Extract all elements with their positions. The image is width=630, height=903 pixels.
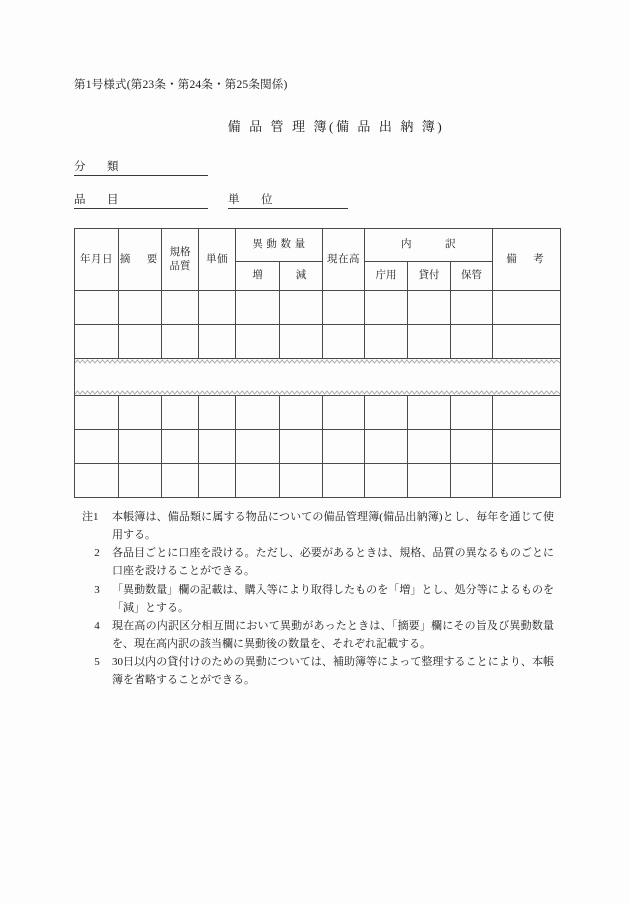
cell-date[interactable] <box>75 396 119 430</box>
cell-unit-price[interactable] <box>199 396 236 430</box>
note-text: 現在高の内訳区分相互間において異動があったときは、「摘要」欄にその旨及び異動数量を、現在高内訳の該当欄に異動後の数量を、それぞれ記載する。 <box>112 619 554 650</box>
cell-loan[interactable] <box>408 464 451 498</box>
col-header-storage: 保管 <box>451 262 493 291</box>
col-header-change-quantity: 異 動 数 量 <box>236 229 323 262</box>
col-header-loan: 貸付 <box>408 262 451 291</box>
cell-storage[interactable] <box>451 464 493 498</box>
table-continuation-gap <box>75 364 561 390</box>
table-row[interactable] <box>75 464 561 498</box>
cell-remarks[interactable] <box>493 291 561 325</box>
cell-loan[interactable] <box>408 430 451 464</box>
classification-field-row <box>74 158 208 176</box>
cell-summary[interactable] <box>119 464 162 498</box>
cell-date[interactable] <box>75 325 119 359</box>
cell-unit-price[interactable] <box>199 291 236 325</box>
form-number: 第1号様式(第23条・第24条・第25条関係) <box>74 79 288 91</box>
cell-summary[interactable] <box>119 325 162 359</box>
continuation-gap-cell <box>75 364 561 390</box>
table-row[interactable] <box>75 291 561 325</box>
col-header-summary: 摘 要 <box>119 229 162 291</box>
item-unit-field-row <box>74 191 348 209</box>
note-marker: 2 <box>94 547 100 560</box>
item-value[interactable] <box>128 194 209 208</box>
cell-date[interactable] <box>75 291 119 325</box>
col-header-spec-line1: 規格 <box>169 247 191 259</box>
cell-remarks[interactable] <box>493 430 561 464</box>
cell-spec-quality[interactable] <box>162 464 199 498</box>
note-text: 30日以内の貸付けのための異動については、補助簿等によって整理することにより、本帳簿を省略することができる。 <box>112 656 554 687</box>
cell-remarks[interactable] <box>493 464 561 498</box>
col-header-spec-line2: 品質 <box>169 260 191 272</box>
cell-spec-quality[interactable] <box>162 325 199 359</box>
cell-office-use[interactable] <box>365 396 408 430</box>
cell-storage[interactable] <box>451 325 493 359</box>
table-row[interactable] <box>75 430 561 464</box>
cell-decrease[interactable] <box>280 430 323 464</box>
cell-increase[interactable] <box>236 464 280 498</box>
equipment-ledger-table <box>74 228 561 498</box>
col-header-decrease: 減 <box>280 262 323 291</box>
classification-field[interactable] <box>74 158 208 176</box>
table-row[interactable] <box>75 325 561 359</box>
cell-remarks[interactable] <box>493 396 561 430</box>
cell-unit-price[interactable] <box>199 325 236 359</box>
table-body-upper <box>75 291 561 498</box>
cell-spec-quality[interactable] <box>162 291 199 325</box>
cell-loan[interactable] <box>408 325 451 359</box>
note-item <box>82 544 554 580</box>
cell-loan[interactable] <box>408 396 451 430</box>
cell-unit-price[interactable] <box>199 464 236 498</box>
cell-decrease[interactable] <box>280 325 323 359</box>
cell-current-balance[interactable] <box>323 396 365 430</box>
classification-value[interactable] <box>128 161 209 175</box>
table-header-row-top <box>75 229 561 262</box>
notes-section <box>82 508 554 689</box>
cell-decrease[interactable] <box>280 291 323 325</box>
cell-current-balance[interactable] <box>323 430 365 464</box>
item-label: 品 目 <box>74 194 124 206</box>
cell-office-use[interactable] <box>365 464 408 498</box>
cell-remarks[interactable] <box>493 325 561 359</box>
cell-increase[interactable] <box>236 325 280 359</box>
col-header-breakdown: 内 訳 <box>365 229 493 262</box>
cell-office-use[interactable] <box>365 291 408 325</box>
col-header-remarks: 備 考 <box>493 229 561 291</box>
table-row[interactable] <box>75 396 561 430</box>
cell-storage[interactable] <box>451 430 493 464</box>
note-item <box>82 653 554 689</box>
cell-summary[interactable] <box>119 291 162 325</box>
note-marker: 注1 <box>82 511 99 523</box>
page-title: 備 品 管 理 簿(備 品 出 納 簿) <box>227 119 445 134</box>
cell-current-balance[interactable] <box>323 464 365 498</box>
note-marker: 3 <box>94 583 100 596</box>
note-item <box>82 581 554 617</box>
note-item <box>82 508 554 544</box>
cell-summary[interactable] <box>119 396 162 430</box>
col-header-date: 年月日 <box>75 229 119 291</box>
cell-office-use[interactable] <box>365 430 408 464</box>
cell-decrease[interactable] <box>280 464 323 498</box>
cell-increase[interactable] <box>236 291 280 325</box>
cell-unit-price[interactable] <box>199 430 236 464</box>
cell-storage[interactable] <box>451 291 493 325</box>
unit-field[interactable] <box>228 191 348 209</box>
note-marker: 4 <box>94 619 100 632</box>
cell-spec-quality[interactable] <box>162 430 199 464</box>
cell-spec-quality[interactable] <box>162 396 199 430</box>
unit-label: 単 位 <box>228 194 278 206</box>
col-header-office-use: 庁用 <box>365 262 408 291</box>
note-text: 本帳簿は、備品類に属する物品についての備品管理簿(備品出納簿)とし、毎年を通じて使用する。 <box>112 511 554 542</box>
cell-current-balance[interactable] <box>323 325 365 359</box>
unit-value[interactable] <box>282 194 349 208</box>
cell-summary[interactable] <box>119 430 162 464</box>
cell-storage[interactable] <box>451 396 493 430</box>
cell-increase[interactable] <box>236 430 280 464</box>
note-item <box>82 617 554 653</box>
cell-decrease[interactable] <box>280 396 323 430</box>
cell-date[interactable] <box>75 464 119 498</box>
cell-office-use[interactable] <box>365 325 408 359</box>
cell-loan[interactable] <box>408 291 451 325</box>
cell-current-balance[interactable] <box>323 291 365 325</box>
col-header-current-balance: 現在高 <box>323 229 365 291</box>
col-header-spec-quality <box>162 229 199 291</box>
cell-increase[interactable] <box>236 396 280 430</box>
note-marker: 5 <box>94 656 100 669</box>
col-header-unit-price: 単価 <box>199 229 236 291</box>
note-text: 各品目ごとに口座を設ける。ただし、必要があるときは、規格、品質の異なるものごとに口座を設けることができる。 <box>112 547 554 578</box>
note-text: 「異動数量」欄の記載は、購入等により取得したものを「増」とし、処分等によるものを「減」とする。 <box>112 583 554 614</box>
classification-label: 分 類 <box>74 161 124 173</box>
cell-date[interactable] <box>75 430 119 464</box>
col-header-increase: 増 <box>236 262 280 291</box>
item-field[interactable] <box>74 191 208 209</box>
